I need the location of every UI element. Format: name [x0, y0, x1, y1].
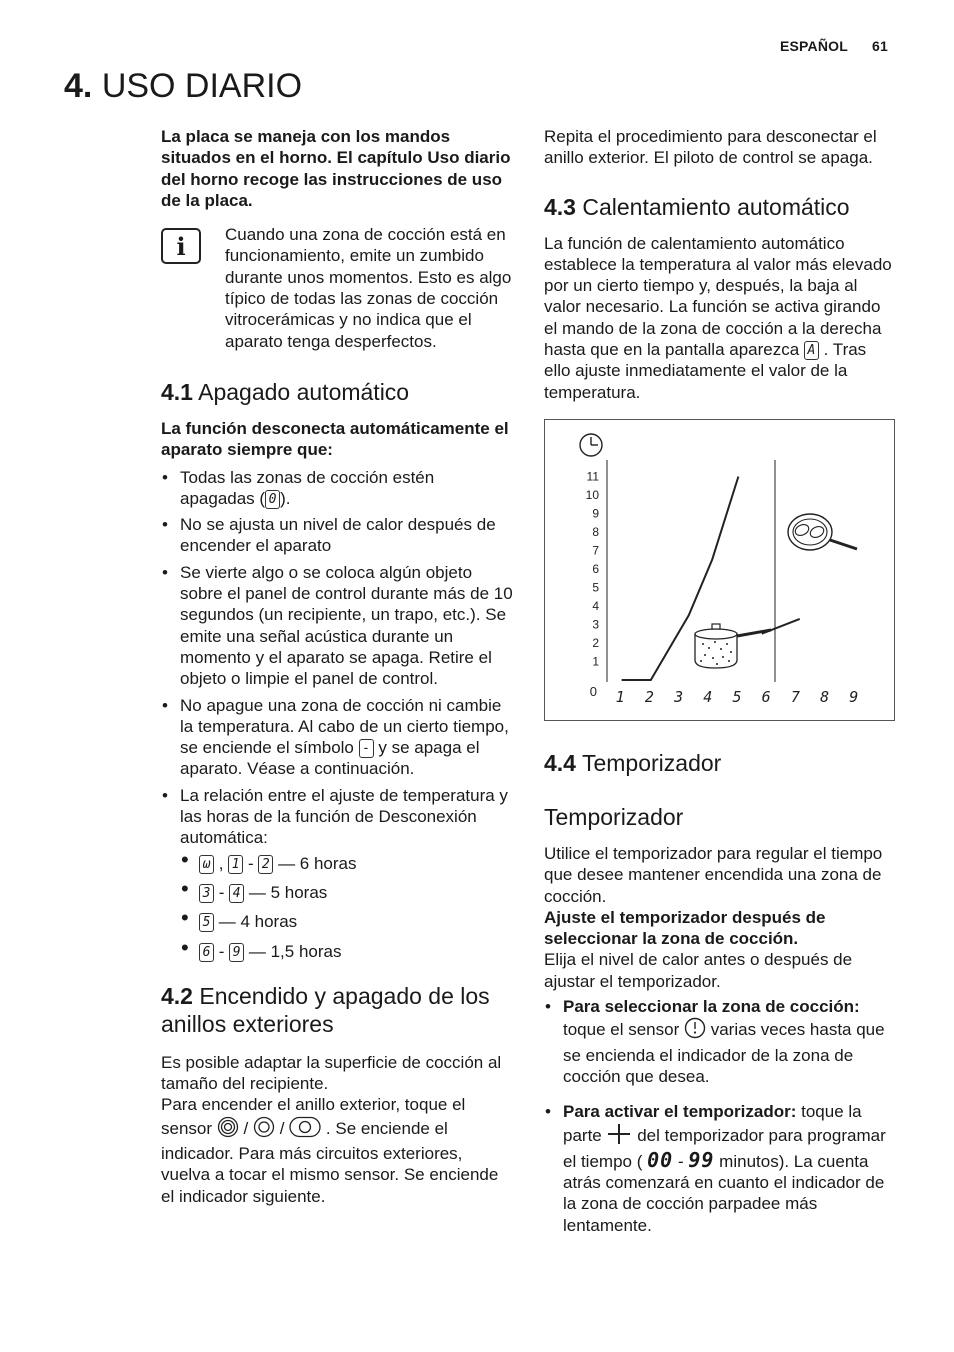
left-column — [161, 126, 513, 1207]
timer-steps-list — [544, 996, 896, 1236]
zero-symbol: 0 — [265, 490, 280, 509]
header-language: ESPAÑOL — [779, 38, 849, 54]
y-tick-label: 2 — [592, 635, 599, 650]
timer-bold-instruction: Ajuste el temporizador después de seleccionar la zona de cocción. — [544, 907, 826, 949]
list-item-text: La relación entre el ajuste de temperatura y las horas de la función de Desconexión automática: — [180, 785, 508, 848]
separator: - — [247, 853, 254, 873]
section-title: Encendido y apagado de los anillos exteriores — [161, 982, 490, 1037]
section-title: Temporizador — [581, 749, 722, 776]
heat-hours-row — [180, 853, 513, 874]
x-tick-label: 3 — [674, 687, 684, 706]
y-tick-label: 8 — [592, 524, 599, 539]
right-column — [544, 126, 896, 1241]
list-item — [544, 996, 896, 1087]
heat-level-symbol: 4 — [229, 884, 244, 903]
paragraph-text: . Se enciende el indicador. Para más circuitos exteriores, vuelva a tocar el mismo sensor. Se enciende el indicador siguiente. — [161, 1118, 499, 1206]
heat-level-symbol: 3 — [199, 884, 214, 903]
separator: , — [218, 853, 224, 873]
list-item: • Se vierte algo o se coloca algún objeto sobre el panel de control durante más de 10 segundos (un recipiente, un trapo, etc.). Se emite una señal acústica durante un momento y el aparato se apaga. Retire el objeto o limpie el panel de control. — [161, 562, 513, 690]
separator: - — [218, 882, 225, 902]
y-tick-label: 3 — [592, 617, 599, 632]
list-item-text: del temporizador para programar el tiempo ( — [563, 1125, 886, 1171]
dash-symbol: - — [359, 739, 374, 758]
list-item-text: varias veces hasta que se encienda el indicador de la zona de cocción que desea. — [563, 1020, 885, 1086]
x-tick-label: 6 — [761, 687, 771, 706]
chapter-title-text: USO DIARIO — [101, 67, 303, 105]
page-number: 61 — [872, 38, 888, 54]
heat-hours-list — [180, 853, 513, 962]
x-tick-label: 1 — [615, 687, 625, 706]
hours-text: — 4 horas — [218, 912, 298, 932]
y-tick-label: 10 — [585, 487, 599, 502]
info-note-text: Cuando una zona de cocción está en funcionamiento, emite un zumbido durante unos momentos. Esto es algo típico de todas las zonas de cocción vitrocerámicas y no indica que el aparato tenga desperfectos. — [225, 225, 512, 351]
section-number: 4.3 — [544, 193, 576, 220]
pan-icon — [788, 514, 857, 550]
list-item: • No se ajusta un nivel de calor después de encender el aparato — [161, 514, 513, 557]
y-tick-label: 7 — [592, 543, 599, 558]
timer-min-display: 00 — [647, 1147, 674, 1172]
zone-selector-sensor-icon — [684, 1017, 706, 1044]
list-item-bold: Para activar el temporizador: — [563, 1102, 797, 1122]
double-ring-sensor-icon — [253, 1116, 275, 1143]
y-tick-label: 6 — [592, 561, 599, 576]
auto-heat-symbol: A — [804, 341, 819, 360]
separator: - — [218, 941, 225, 961]
heat-level-symbol: 2 — [258, 855, 273, 874]
section-4-3-heading — [544, 193, 896, 221]
x-tick-label: 8 — [820, 687, 830, 706]
y-tick-label: 5 — [592, 580, 599, 595]
list-item-text: No apague una zona de cocción ni cambie la temperatura. Al cabo de un cierto tiempo, se enciende el símbolo — [180, 695, 509, 758]
timer-paragraph-2: Elija el nivel de calor antes o después de ajustar el temporizador. — [544, 950, 853, 991]
hours-text: — 5 horas — [248, 882, 328, 902]
separator: / — [243, 1118, 249, 1138]
section-4-1-lead: La función desconecta automáticamente el aparato siempre que: — [161, 418, 509, 460]
y-tick-label: 4 — [592, 598, 599, 613]
x-tick-label: 5 — [732, 687, 742, 706]
list-item-text: ). — [280, 488, 291, 508]
chapter-number: 4. — [64, 67, 93, 105]
list-item — [544, 1101, 896, 1236]
x-tick-label: 4 — [703, 687, 713, 706]
list-item-text: toque la parte — [563, 1102, 862, 1145]
heat-level-symbol: 1 — [228, 855, 243, 874]
info-icon: i — [161, 228, 201, 264]
section-4-2-heading — [161, 982, 513, 1038]
hours-text: — 6 horas — [278, 853, 357, 873]
separator: / — [279, 1118, 285, 1138]
paragraph-text: Para encender el anillo exterior, toque el sensor — [161, 1095, 466, 1138]
auto-off-list — [161, 467, 513, 962]
heat-level-symbol: 5 — [199, 913, 214, 932]
separator: - — [677, 1151, 684, 1171]
list-item-text: Todas las zonas de cocción estén apagadas ( — [180, 467, 435, 508]
section-4-3-paragraph — [544, 233, 896, 403]
section-number: 4.1 — [161, 378, 193, 405]
x-tick-label: 2 — [644, 687, 654, 706]
heat-level-symbol: 9 — [229, 943, 244, 962]
heat-hours-row — [180, 911, 513, 932]
section-4-1-heading — [161, 378, 513, 406]
section-number: 4.4 — [544, 749, 576, 776]
x-tick-label: 7 — [790, 687, 800, 706]
y-tick-label: 9 — [592, 506, 599, 521]
clock-icon — [580, 434, 602, 456]
heat-level-symbol: 6 — [199, 943, 214, 962]
info-note — [161, 224, 513, 352]
timer-subheading: Temporizador — [544, 803, 684, 830]
heat-hours-row — [180, 941, 513, 962]
chapter-title — [64, 64, 302, 108]
section-4-2-paragraph: Es posible adaptar la superficie de cocción al tamaño del recipiente. — [161, 1052, 502, 1094]
section-title: Apagado automático — [198, 378, 410, 405]
section-4-2-instructions — [161, 1094, 513, 1206]
paragraph-text: La función de calentamiento automático establece la temperatura al valor más elevado por un cierto tiempo y, después, la baja al valor necesario. La función se activa girando el mando de la zona de cocción a la derecha hasta que en la pantalla aparezca — [544, 233, 892, 360]
x-tick-label: 9 — [849, 687, 859, 706]
paragraph-text: . Tras ello ajuste inmediatamente el valor de la temperatura. — [544, 340, 867, 402]
list-item — [161, 467, 513, 510]
section-number: 4.2 — [161, 982, 193, 1009]
y-tick-label: 0 — [589, 683, 597, 699]
timer-max-display: 99 — [688, 1147, 715, 1172]
pot-icon — [695, 624, 771, 668]
auto-heat-chart-svg — [545, 420, 896, 722]
section-4-4-heading — [544, 749, 896, 777]
y-tick-label: 11 — [586, 469, 599, 484]
heat-level-symbol: ω — [199, 855, 214, 874]
auto-heat-chart — [544, 419, 895, 721]
section-4-2-continued: Repita el procedimiento para desconectar el anillo exterior. El piloto de control se apaga. — [544, 127, 877, 168]
list-item — [161, 785, 513, 962]
plus-icon — [606, 1123, 632, 1150]
oval-ring-sensor-icon — [289, 1116, 321, 1143]
timer-paragraph: Utilice el temporizador para regular el tiempo que desee mantener encendida una zona de cocción. — [544, 843, 883, 906]
list-item-text: minutos). La cuenta atrás comenzará en cuanto el indicador de la zona de cocción parpadee más lentamente. — [563, 1151, 885, 1235]
hours-text: — 1,5 horas — [248, 941, 342, 961]
list-item-bold: Para seleccionar la zona de cocción: — [563, 997, 860, 1017]
list-item — [161, 695, 513, 780]
page-header — [780, 38, 888, 54]
list-item-text: y se apaga el aparato. Véase a continuación. — [180, 738, 480, 779]
intro-paragraph: La placa se maneja con los mandos situados en el horno. El capítulo Uso diario del horno recoge las instrucciones de uso de la placa. — [161, 127, 511, 210]
y-tick-label: 1 — [592, 654, 599, 669]
list-item-text: toque el sensor — [563, 1020, 680, 1040]
triple-ring-sensor-icon — [217, 1116, 239, 1143]
heat-hours-row — [180, 882, 513, 903]
section-title: Calentamiento automático — [582, 193, 850, 220]
